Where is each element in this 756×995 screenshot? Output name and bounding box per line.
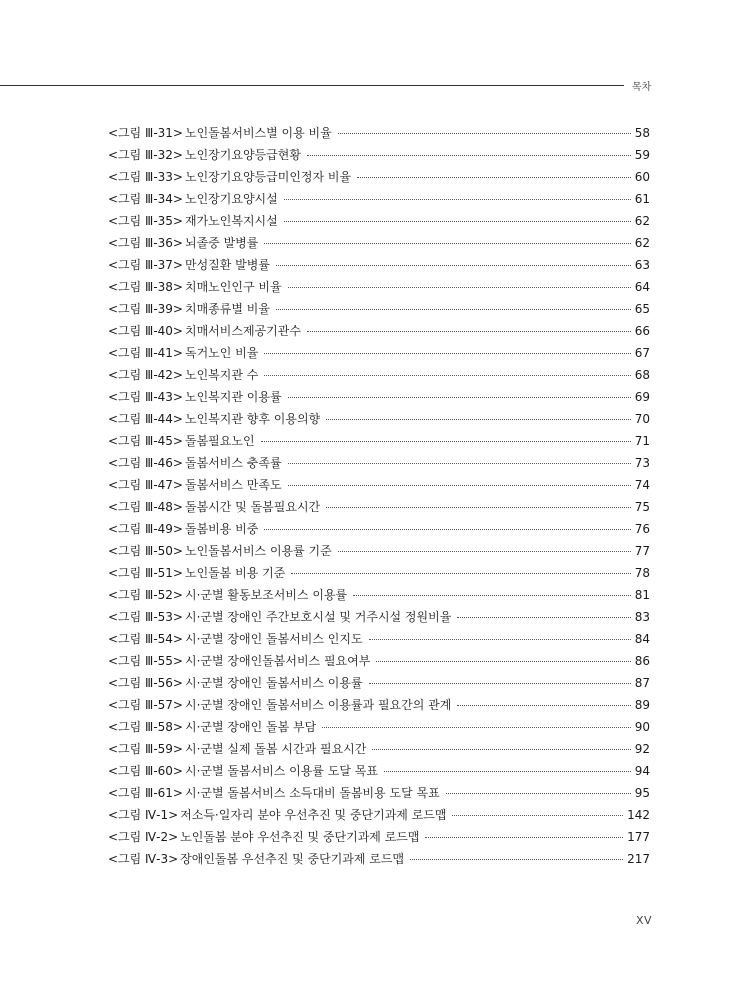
figure-label: <그림 Ⅲ-57> xyxy=(108,698,183,712)
figure-title: 노인복지관 이용률 xyxy=(184,390,282,404)
toc-entry[interactable] xyxy=(108,540,650,562)
figure-label: <그림 Ⅲ-31> xyxy=(108,126,183,140)
figure-page: 60 xyxy=(634,170,650,184)
figure-title: 만성질환 발병률 xyxy=(184,258,270,272)
dot-leader xyxy=(457,705,630,706)
figure-title: 노인장기요양시설 xyxy=(184,192,278,206)
figure-page: 62 xyxy=(634,236,650,250)
dot-leader xyxy=(307,155,631,156)
figure-title: 노인장기요양등급미인정자 비율 xyxy=(184,170,352,184)
figure-page: 68 xyxy=(634,368,650,382)
toc-entry[interactable] xyxy=(108,210,650,232)
dot-leader xyxy=(264,375,630,376)
figure-title: 치매서비스제공기관수 xyxy=(184,324,301,338)
figure-title: 노인돌봄서비스별 이용 비율 xyxy=(184,126,332,140)
toc-entry[interactable] xyxy=(108,342,650,364)
dot-leader xyxy=(369,639,631,640)
figure-label: <그림 Ⅲ-60> xyxy=(108,764,183,778)
figure-page: 81 xyxy=(634,588,650,602)
toc-entry[interactable] xyxy=(108,628,650,650)
toc-entry[interactable] xyxy=(108,782,650,804)
page-number: XV xyxy=(636,914,653,927)
figure-title: 저소득·일자리 분야 우선추진 및 중단기과제 로드맵 xyxy=(180,808,447,822)
toc-entry[interactable] xyxy=(108,298,650,320)
dot-leader xyxy=(276,265,631,266)
dot-leader xyxy=(276,309,631,310)
figure-page: 70 xyxy=(634,412,650,426)
dot-leader xyxy=(322,727,631,728)
toc-entry[interactable] xyxy=(108,122,650,144)
figure-page: 142 xyxy=(627,808,650,822)
figure-title: 노인장기요양등급현황 xyxy=(184,148,301,162)
figure-page: 94 xyxy=(634,764,650,778)
figure-page: 66 xyxy=(634,324,650,338)
figure-page: 89 xyxy=(634,698,650,712)
figure-page: 75 xyxy=(634,500,650,514)
figure-label: <그림 Ⅲ-32> xyxy=(108,148,183,162)
figure-label: <그림 Ⅲ-49> xyxy=(108,522,183,536)
figure-label: <그림 Ⅲ-33> xyxy=(108,170,183,184)
figure-page: 74 xyxy=(634,478,650,492)
dot-leader xyxy=(264,529,630,530)
toc-entry[interactable] xyxy=(108,144,650,166)
toc-entry[interactable] xyxy=(108,584,650,606)
figure-label: <그림 Ⅲ-43> xyxy=(108,390,183,404)
figure-label: <그림 Ⅲ-52> xyxy=(108,588,183,602)
dot-leader xyxy=(307,331,631,332)
figure-title: 시·군별 실제 돌봄 시간과 필요시간 xyxy=(184,742,367,756)
figure-title: 돌봄서비스 충족률 xyxy=(184,456,282,470)
figure-label: <그림 Ⅲ-42> xyxy=(108,368,183,382)
figure-page: 90 xyxy=(634,720,650,734)
dot-leader xyxy=(288,397,631,398)
header-rule xyxy=(0,85,624,86)
figure-page: 65 xyxy=(634,302,650,316)
dot-leader xyxy=(457,617,630,618)
figure-label: <그림 Ⅲ-46> xyxy=(108,456,183,470)
figure-title: 독거노인 비율 xyxy=(184,346,259,360)
toc-entry[interactable] xyxy=(108,364,650,386)
figure-title: 시·군별 장애인돌봄서비스 필요여부 xyxy=(184,654,371,668)
figure-page: 84 xyxy=(634,632,650,646)
dot-leader xyxy=(326,419,631,420)
figure-title: 시·군별 장애인 주간보호시설 및 거주시설 정원비율 xyxy=(184,610,452,624)
toc-entry[interactable] xyxy=(108,738,650,760)
figure-title: 돌봄비용 비중 xyxy=(184,522,259,536)
figure-label: <그림 Ⅳ-3> xyxy=(108,852,179,866)
figure-label: <그림 Ⅲ-50> xyxy=(108,544,183,558)
toc-entry[interactable] xyxy=(108,848,650,870)
toc-entry[interactable] xyxy=(108,562,650,584)
dot-leader xyxy=(261,441,631,442)
toc-entry[interactable] xyxy=(108,474,650,496)
figure-label: <그림 Ⅲ-44> xyxy=(108,412,183,426)
figure-title: 시·군별 돌봄서비스 이용률 도달 목표 xyxy=(184,764,378,778)
figure-title: 노인복지관 수 xyxy=(184,368,259,382)
dot-leader xyxy=(376,661,630,662)
figure-page: 73 xyxy=(634,456,650,470)
figure-title: 돌봄필요노인 xyxy=(184,434,255,448)
figure-label: <그림 Ⅲ-37> xyxy=(108,258,183,272)
dot-leader xyxy=(369,683,631,684)
figure-page: 63 xyxy=(634,258,650,272)
figure-page: 78 xyxy=(634,566,650,580)
figure-page: 177 xyxy=(627,830,650,844)
toc-entry[interactable] xyxy=(108,188,650,210)
dot-leader xyxy=(353,595,631,596)
figure-page: 217 xyxy=(627,852,650,866)
figure-label: <그림 Ⅲ-56> xyxy=(108,676,183,690)
dot-leader xyxy=(338,551,631,552)
toc-entry[interactable] xyxy=(108,408,650,430)
figure-title: 시·군별 장애인 돌봄 부담 xyxy=(184,720,317,734)
figure-title: 시·군별 장애인 돌봄서비스 이용률과 필요간의 관계 xyxy=(184,698,452,712)
figure-label: <그림 Ⅲ-39> xyxy=(108,302,183,316)
dot-leader xyxy=(410,859,623,860)
figure-title: 돌봄서비스 만족도 xyxy=(184,478,282,492)
dot-leader xyxy=(291,573,630,574)
toc-entry[interactable] xyxy=(108,276,650,298)
toc-entry[interactable] xyxy=(108,452,650,474)
dot-leader xyxy=(384,771,631,772)
toc-entry[interactable] xyxy=(108,166,650,188)
figure-page: 61 xyxy=(634,192,650,206)
toc-entry[interactable] xyxy=(108,716,650,738)
figure-page: 77 xyxy=(634,544,650,558)
figure-page: 76 xyxy=(634,522,650,536)
figure-label: <그림 Ⅲ-54> xyxy=(108,632,183,646)
figure-page: 92 xyxy=(634,742,650,756)
figure-title: 시·군별 장애인 돌봄서비스 이용률 xyxy=(184,676,363,690)
figure-label: <그림 Ⅲ-59> xyxy=(108,742,183,756)
figure-title: 뇌졸중 발병률 xyxy=(184,236,259,250)
figure-page: 58 xyxy=(634,126,650,140)
dot-leader xyxy=(446,793,631,794)
toc-entry[interactable] xyxy=(108,650,650,672)
figure-label: <그림 Ⅲ-38> xyxy=(108,280,183,294)
dot-leader xyxy=(326,507,631,508)
toc-entry[interactable] xyxy=(108,826,650,848)
figure-page: 83 xyxy=(634,610,650,624)
dot-leader xyxy=(288,287,631,288)
figure-label: <그림 Ⅲ-51> xyxy=(108,566,183,580)
figure-title: 시·군별 활동보조서비스 이용률 xyxy=(184,588,348,602)
dot-leader xyxy=(284,221,631,222)
toc-entry[interactable] xyxy=(108,606,650,628)
dot-leader xyxy=(288,485,631,486)
figure-label: <그림 Ⅲ-41> xyxy=(108,346,183,360)
toc-entry[interactable] xyxy=(108,232,650,254)
figure-title: 시·군별 장애인 돌봄서비스 인지도 xyxy=(184,632,363,646)
figure-title: 돌봄시간 및 돌봄필요시간 xyxy=(184,500,321,514)
figure-title: 노인복지관 향후 이용의향 xyxy=(184,412,321,426)
figure-label: <그림 Ⅲ-47> xyxy=(108,478,183,492)
toc-entry[interactable] xyxy=(108,518,650,540)
figure-title: 노인돌봄 분야 우선추진 및 중단기과제 로드맵 xyxy=(180,830,420,844)
toc-entry[interactable] xyxy=(108,694,650,716)
dot-leader xyxy=(288,463,631,464)
figure-page: 59 xyxy=(634,148,650,162)
figure-page: 87 xyxy=(634,676,650,690)
figure-title: 장애인돌봄 우선추진 및 중단기과제 로드맵 xyxy=(180,852,405,866)
toc-entry[interactable] xyxy=(108,254,650,276)
dot-leader xyxy=(357,177,631,178)
toc-entry[interactable] xyxy=(108,320,650,342)
figure-title: 노인돌봄 비용 기준 xyxy=(184,566,286,580)
toc-entry[interactable] xyxy=(108,496,650,518)
figure-label: <그림 Ⅲ-61> xyxy=(108,786,183,800)
toc-entry[interactable] xyxy=(108,386,650,408)
dot-leader xyxy=(264,243,630,244)
figure-title: 노인돌봄서비스 이용률 기준 xyxy=(184,544,332,558)
figure-label: <그림 Ⅲ-48> xyxy=(108,500,183,514)
section-header: 목차 xyxy=(632,82,652,93)
figure-page: 69 xyxy=(634,390,650,404)
toc-entry[interactable] xyxy=(108,804,650,826)
dot-leader xyxy=(338,133,631,134)
figure-label: <그림 Ⅲ-45> xyxy=(108,434,183,448)
toc-entry[interactable] xyxy=(108,672,650,694)
dot-leader xyxy=(284,199,631,200)
figure-label: <그림 Ⅳ-1> xyxy=(108,808,179,822)
figure-page: 64 xyxy=(634,280,650,294)
figure-label: <그림 Ⅲ-36> xyxy=(108,236,183,250)
figure-label: <그림 Ⅲ-53> xyxy=(108,610,183,624)
figure-page: 62 xyxy=(634,214,650,228)
toc-entry[interactable] xyxy=(108,760,650,782)
figure-page: 95 xyxy=(634,786,650,800)
figure-title: 치매노인인구 비율 xyxy=(184,280,282,294)
figure-label: <그림 Ⅳ-2> xyxy=(108,830,179,844)
table-of-figures xyxy=(108,122,650,870)
dot-leader xyxy=(372,749,630,750)
figure-title: 치매종류별 비율 xyxy=(184,302,270,316)
dot-leader xyxy=(452,815,623,816)
figure-page: 67 xyxy=(634,346,650,360)
figure-label: <그림 Ⅲ-34> xyxy=(108,192,183,206)
figure-label: <그림 Ⅲ-40> xyxy=(108,324,183,338)
figure-title: 재가노인복지시설 xyxy=(184,214,278,228)
dot-leader xyxy=(264,353,630,354)
toc-entry[interactable] xyxy=(108,430,650,452)
dot-leader xyxy=(425,837,623,838)
figure-label: <그림 Ⅲ-35> xyxy=(108,214,183,228)
figure-title: 시·군별 돌봄서비스 소득대비 돌봄비용 도달 목표 xyxy=(184,786,440,800)
figure-page: 71 xyxy=(634,434,650,448)
figure-page: 86 xyxy=(634,654,650,668)
figure-label: <그림 Ⅲ-55> xyxy=(108,654,183,668)
figure-label: <그림 Ⅲ-58> xyxy=(108,720,183,734)
